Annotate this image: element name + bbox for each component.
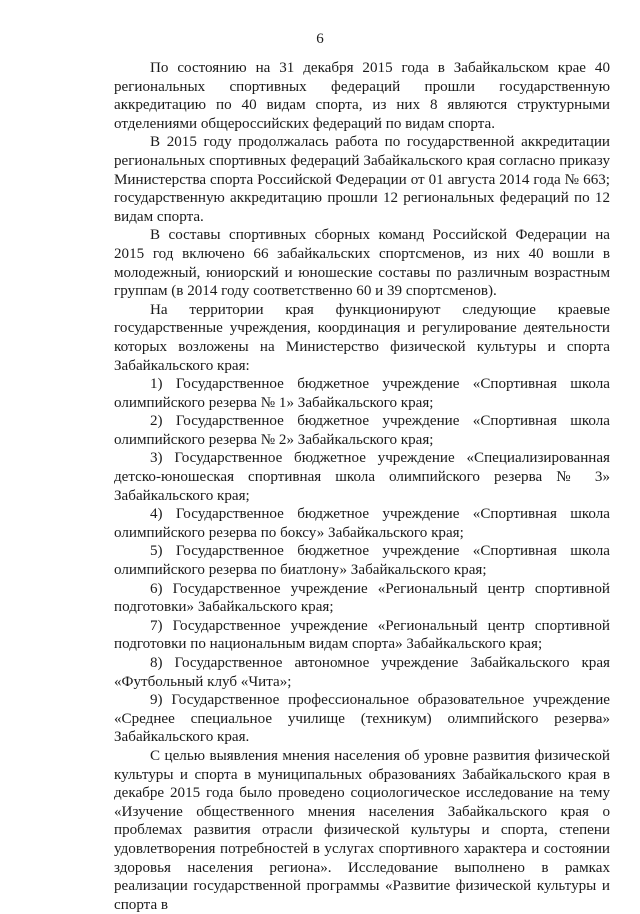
- document-body: [114, 59, 610, 914]
- list-item-institution-9: 9) Государственное профессиональное образовательное учреждение «Среднее специальное училище (техникум) олимпийского резерва» Забайкальского края.: [114, 692, 610, 746]
- list-item-institution-5: 5) Государственное бюджетное учреждение «Спортивная школа олимпийского резерва по биатлону» Забайкальского края;: [114, 543, 610, 579]
- list-item-institution-4: 4) Государственное бюджетное учреждение «Спортивная школа олимпийского резерва по боксу» Забайкальского края;: [114, 506, 610, 541]
- paragraph-national-teams: В составы спортивных сборных команд Российской Федерации на 2015 год включено 66 забайкальских спортсменов, из них 40 вошли в молодежный, юниорский и юношеские составы по различным возрастным группам (в 2014 году соответственно 60 и 39 спортсменов).: [114, 227, 610, 300]
- list-item-institution-1: 1) Государственное бюджетное учреждение «Спортивная школа олимпийского резерва № 1» Забайкальского края;: [114, 376, 610, 411]
- list-item-institution-8: 8) Государственное автономное учреждение Забайкальского края «Футбольный клуб «Чита»;: [114, 655, 610, 690]
- page-number: 6: [316, 31, 324, 47]
- paragraph-institutions-intro: На территории края функционируют следующие краевые государственные учреждения, координация и регулирование деятельности которых возложены на Министерство физической культуры и спорта Забайкальского края:: [114, 301, 610, 374]
- list-item-institution-2: 2) Государственное бюджетное учреждение «Спортивная школа олимпийского резерва № 2» Забайкальского края;: [114, 413, 610, 448]
- list-item-institution-6: 6) Государственное учреждение «Региональный центр спортивной подготовки» Забайкальского края;: [114, 580, 610, 616]
- list-item-institution-7: 7) Государственное учреждение «Региональный центр спортивной подготовки по национальным видам спорта» Забайкальского края;: [114, 617, 610, 653]
- paragraph-sociological-study: С целью выявления мнения населения об уровне развития физической культуры и спорта в муниципальных образованиях Забайкальского края в декабре 2015 года было проведено социологическое исследование на тему «Изучение общественного мнения населения Забайкальского края о проблемах развития отрасли физической культуры и спорта, степени удовлетворения потребностей в услугах спортивного характера и состоянии здоровья населения региона». Исследование выполнено в рамках реализации государственной программы «Развитие физической культуры и спорта в: [114, 747, 610, 913]
- paragraph-accreditation-status: По состоянию на 31 декабря 2015 года в Забайкальском крае 40 региональных спортивных федераций прошли государственную аккредитацию по 40 видам спорта, из них 8 являются структурными отделениями общероссийских федераций по видам спорта.: [114, 60, 610, 132]
- list-item-institution-3: 3) Государственное бюджетное учреждение «Специализированная детско-юношеская спортивная школа олимпийского резерва № 3» Забайкальского края;: [114, 450, 610, 504]
- paragraph-accreditation-work: В 2015 году продолжалась работа по государственной аккредитации региональных спортивных федераций Забайкальского края согласно приказу Министерства спорта Российской Федерации от 01 августа 2014 года № 663; государственную аккредитацию прошли 12 региональных федераций по 12 видам спорта.: [114, 134, 610, 225]
